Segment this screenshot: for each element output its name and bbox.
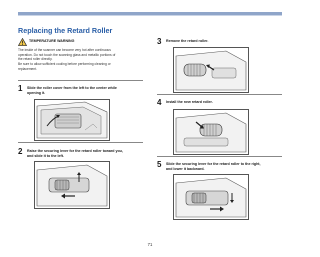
step-instruction	[27, 149, 142, 159]
step-line: Slide the roller cover from the left to the center while	[27, 86, 117, 90]
section-divider	[18, 80, 143, 81]
step-divider	[157, 94, 282, 95]
step-line: Slide the securing lever for the retard roller to the right,	[166, 162, 261, 166]
step-number: 4	[157, 98, 162, 107]
warning-text	[18, 48, 142, 72]
step-5	[157, 161, 282, 173]
header-rule-thin	[18, 15, 282, 16]
step-3-illustration	[173, 47, 249, 93]
step-number: 3	[157, 37, 162, 46]
step-line: Raise the securing lever for the retard roller toward you,	[27, 149, 123, 153]
step-line: and lower it backward.	[166, 166, 205, 171]
warning-heading: TEMPERATURE WARNING	[29, 39, 75, 43]
warning-line: Be sure to allow sufficient cooling before performing cleaning or	[18, 62, 111, 67]
step-5-illustration	[173, 174, 249, 220]
step-2-illustration	[34, 161, 110, 209]
step-instruction	[166, 100, 281, 105]
step-number: 1	[18, 84, 23, 93]
step-instruction	[166, 39, 281, 44]
step-3	[157, 38, 282, 46]
step-2	[18, 148, 143, 160]
step-number: 5	[157, 160, 162, 169]
warning-line: operation. Do not touch the scanning glass and metallic portions of	[18, 52, 116, 57]
step-1	[18, 85, 143, 97]
warning-triangle-icon	[18, 38, 27, 46]
page-title: Replacing the Retard Roller	[18, 26, 113, 35]
step-line: Install the new retard roller.	[166, 100, 213, 104]
step-divider	[18, 142, 143, 143]
warning-line: the retard roller directly.	[18, 57, 53, 62]
step-instruction	[166, 162, 281, 172]
warning-line: replacement.	[18, 66, 38, 71]
step-4-illustration	[173, 109, 249, 155]
step-4	[157, 99, 282, 107]
warning-line: The inside of the scanner can become very hot after continuous	[18, 48, 111, 52]
step-line: Remove the retard roller.	[166, 39, 209, 43]
step-1-illustration	[34, 99, 110, 141]
step-divider	[157, 156, 282, 157]
step-number: 2	[18, 147, 23, 156]
step-instruction	[27, 86, 142, 96]
page-number: 71	[147, 242, 153, 247]
step-line: opening it.	[27, 90, 46, 95]
step-line: and slide it to the left.	[27, 153, 64, 158]
